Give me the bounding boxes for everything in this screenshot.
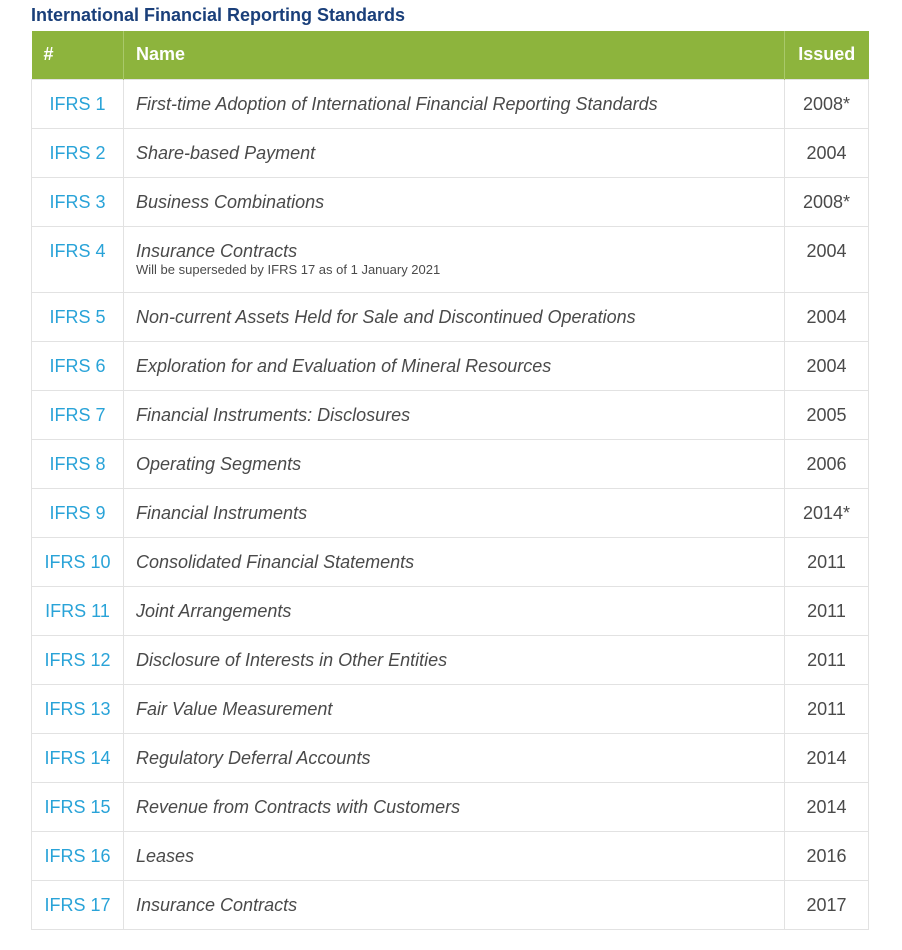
- cell-standard-name: [124, 880, 785, 929]
- cell-issued-year: 2011: [785, 635, 869, 684]
- cell-standard-name: [124, 733, 785, 782]
- cell-standard-name: [124, 79, 785, 128]
- cell-standard-number: [32, 733, 124, 782]
- table-row: [32, 439, 869, 488]
- cell-standard-number: [32, 537, 124, 586]
- column-header-number: #: [32, 31, 124, 79]
- cell-standard-name: [124, 586, 785, 635]
- standard-link[interactable]: IFRS 15: [44, 796, 111, 817]
- cell-issued-year: 2004: [785, 292, 869, 341]
- cell-standard-name: [124, 635, 785, 684]
- table-row: [32, 292, 869, 341]
- standard-link[interactable]: IFRS 3: [49, 191, 106, 212]
- standard-name: Fair Value Measurement: [136, 698, 333, 719]
- cell-standard-number: [32, 292, 124, 341]
- table-body: [32, 79, 869, 929]
- cell-standard-number: [32, 439, 124, 488]
- cell-standard-name: [124, 177, 785, 226]
- standard-link[interactable]: IFRS 14: [44, 747, 111, 768]
- cell-standard-number: [32, 177, 124, 226]
- cell-issued-year: 2014: [785, 733, 869, 782]
- standard-name: First-time Adoption of International Financial Reporting Standards: [136, 93, 658, 114]
- table-row: [32, 390, 869, 439]
- cell-standard-name: [124, 488, 785, 537]
- table-row: [32, 684, 869, 733]
- standard-name: Insurance Contracts: [136, 240, 298, 261]
- cell-standard-number: [32, 128, 124, 177]
- cell-standard-number: [32, 488, 124, 537]
- cell-issued-year: 2008*: [785, 177, 869, 226]
- cell-standard-name: [124, 537, 785, 586]
- standard-name: Share-based Payment: [136, 142, 316, 163]
- standard-link[interactable]: IFRS 7: [49, 404, 106, 425]
- cell-issued-year: 2004: [785, 341, 869, 390]
- standards-table: [31, 31, 869, 930]
- page-title: International Financial Reporting Standards: [31, 5, 406, 25]
- cell-standard-name: [124, 390, 785, 439]
- table-row: [32, 341, 869, 390]
- column-header-issued: Issued: [785, 31, 869, 79]
- table-header-row: [32, 31, 869, 79]
- cell-issued-year: 2014: [785, 782, 869, 831]
- standard-note: Will be superseded by IFRS 17 as of 1 January 2021: [136, 261, 441, 277]
- standard-name: Insurance Contracts: [136, 894, 298, 915]
- standard-name: Business Combinations: [136, 191, 325, 212]
- table-row: [32, 226, 869, 292]
- cell-standard-name: [124, 292, 785, 341]
- standard-name: Exploration for and Evaluation of Mineral Resources: [136, 355, 552, 376]
- cell-issued-year: 2011: [785, 684, 869, 733]
- table-row: [32, 733, 869, 782]
- standard-link[interactable]: IFRS 2: [49, 142, 106, 163]
- table-row: [32, 177, 869, 226]
- cell-standard-number: [32, 684, 124, 733]
- standard-name: Disclosure of Interests in Other Entities: [136, 649, 448, 670]
- standard-link[interactable]: IFRS 9: [49, 502, 106, 523]
- cell-issued-year: 2004: [785, 128, 869, 177]
- cell-issued-year: 2008*: [785, 79, 869, 128]
- cell-standard-name: [124, 341, 785, 390]
- standard-link[interactable]: IFRS 17: [44, 894, 111, 915]
- table-row: [32, 635, 869, 684]
- table-row: [32, 880, 869, 929]
- standard-name: Financial Instruments: [136, 502, 308, 523]
- table-row: [32, 537, 869, 586]
- cell-standard-name: [124, 684, 785, 733]
- standard-name: Non-current Assets Held for Sale and Discontinued Operations: [136, 306, 636, 327]
- column-header-name: Name: [124, 31, 785, 79]
- standard-link[interactable]: IFRS 11: [45, 600, 110, 621]
- standard-link[interactable]: IFRS 10: [44, 551, 111, 572]
- standard-name: Joint Arrangements: [136, 600, 292, 621]
- standard-link[interactable]: IFRS 13: [44, 698, 111, 719]
- cell-standard-name: [124, 831, 785, 880]
- standard-link[interactable]: IFRS 8: [49, 453, 106, 474]
- cell-issued-year: 2016: [785, 831, 869, 880]
- cell-issued-year: 2017: [785, 880, 869, 929]
- cell-standard-number: [32, 341, 124, 390]
- cell-standard-name: [124, 128, 785, 177]
- cell-standard-number: [32, 79, 124, 128]
- cell-issued-year: 2005: [785, 390, 869, 439]
- cell-standard-number: [32, 880, 124, 929]
- standard-link[interactable]: IFRS 6: [49, 355, 106, 376]
- cell-standard-name: [124, 439, 785, 488]
- table-row: [32, 586, 869, 635]
- table-row: [32, 782, 869, 831]
- cell-standard-name: [124, 226, 785, 292]
- cell-issued-year: 2011: [785, 586, 869, 635]
- standard-link[interactable]: IFRS 5: [49, 306, 106, 327]
- standard-link[interactable]: IFRS 1: [49, 93, 106, 114]
- table-row: [32, 488, 869, 537]
- standard-link[interactable]: IFRS 16: [44, 845, 111, 866]
- standard-name: Regulatory Deferral Accounts: [136, 747, 371, 768]
- standard-name: Consolidated Financial Statements: [136, 551, 415, 572]
- standard-link[interactable]: IFRS 12: [44, 649, 111, 670]
- standard-link[interactable]: IFRS 4: [49, 240, 106, 261]
- cell-standard-number: [32, 586, 124, 635]
- table-row: [32, 128, 869, 177]
- table-row: [32, 831, 869, 880]
- cell-standard-number: [32, 831, 124, 880]
- cell-standard-number: [32, 782, 124, 831]
- cell-issued-year: 2011: [785, 537, 869, 586]
- table-row: [32, 79, 869, 128]
- standard-name: Revenue from Contracts with Customers: [136, 796, 461, 817]
- standard-name: Operating Segments: [136, 453, 302, 474]
- standard-name: Financial Instruments: Disclosures: [136, 404, 411, 425]
- cell-standard-number: [32, 635, 124, 684]
- cell-issued-year: 2014*: [785, 488, 869, 537]
- cell-issued-year: 2006: [785, 439, 869, 488]
- cell-standard-name: [124, 782, 785, 831]
- cell-standard-number: [32, 226, 124, 292]
- cell-issued-year: 2004: [785, 226, 869, 292]
- cell-standard-number: [32, 390, 124, 439]
- standard-name: Leases: [136, 845, 195, 866]
